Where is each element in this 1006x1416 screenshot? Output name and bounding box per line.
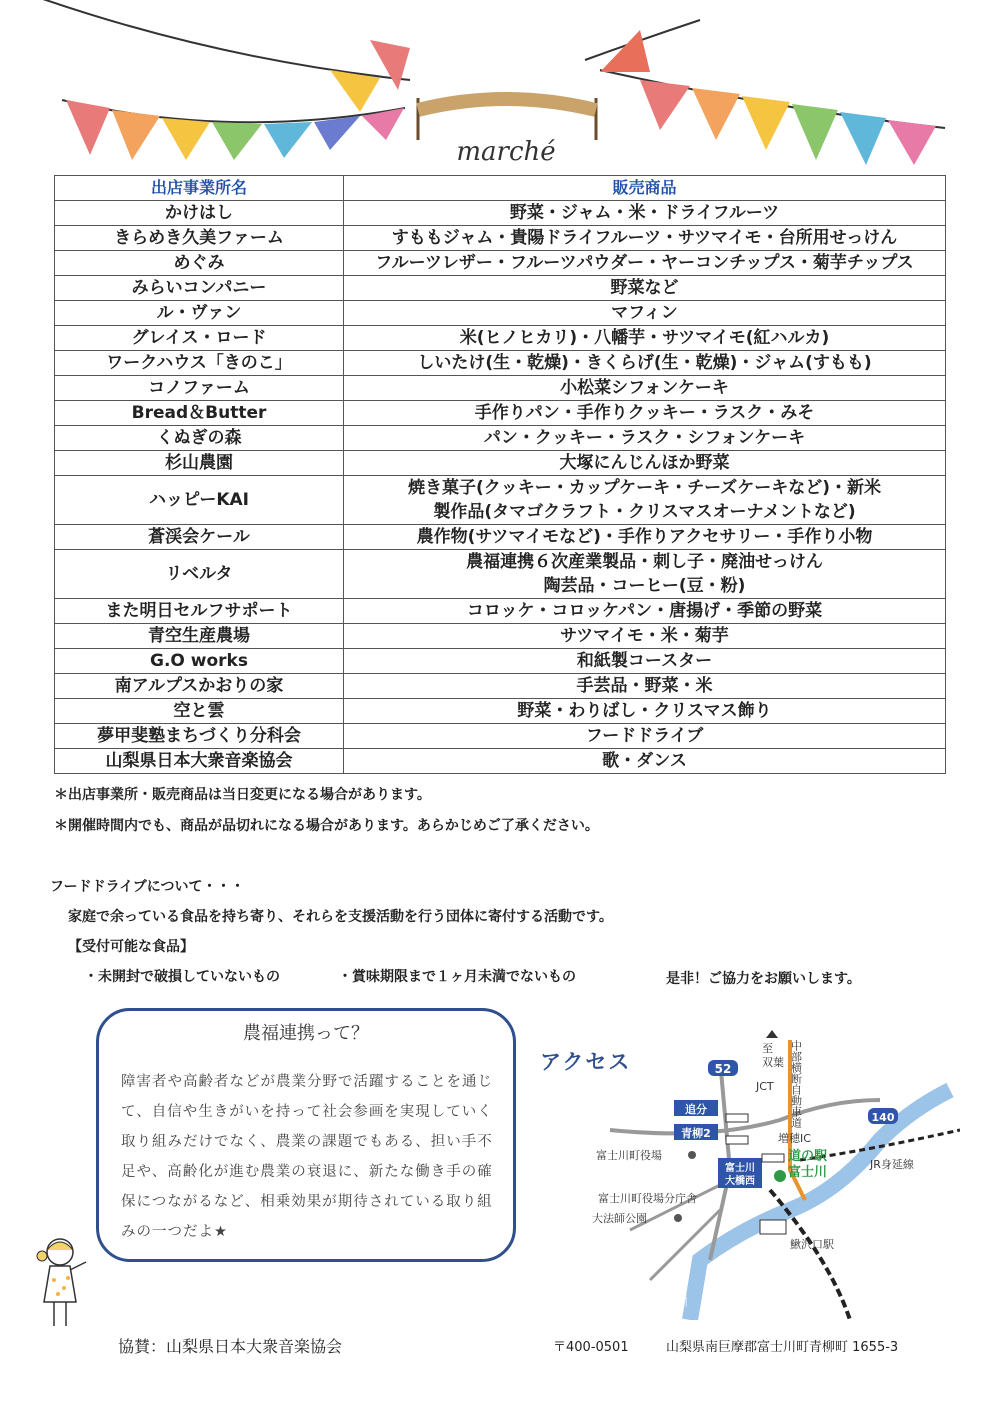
jct-line2: 双葉 [762, 1056, 784, 1069]
table-row [55, 674, 946, 699]
ohashi-nishi-line1: 富士川 [725, 1163, 755, 1174]
access-map [590, 1030, 960, 1320]
table-row [55, 550, 946, 599]
products-cell: 野菜・わりばし・クリスマス飾り [344, 699, 946, 724]
products-cell: 野菜・ジャム・米・ドライフルーツ [344, 201, 946, 226]
jct-line3: JCT [756, 1080, 774, 1093]
food-drive-accepted-label: 【受付可能な食品】 [68, 939, 194, 955]
vendor-name-cell: めぐみ [55, 251, 344, 276]
vendor-name-cell: ワークハウス「きのこ」 [55, 351, 344, 376]
town-office-label: 富士川町役場 [596, 1149, 662, 1162]
food-drive-appeal: 是非！ご協力をお願いします。 [666, 971, 861, 987]
products-cell: 歌・ダンス [344, 749, 946, 774]
products-cell: フードドライブ [344, 724, 946, 749]
products-cell: サツマイモ・米・菊芋 [344, 624, 946, 649]
masuho-ic-label: 増穂IC [778, 1132, 811, 1145]
products-cell: マフィン [344, 301, 946, 326]
table-row [55, 376, 946, 401]
footer-sponsor: 協賛：山梨県日本大衆音楽協会 [118, 1337, 343, 1356]
products-cell: 農福連携６次産業製品・刺し子・廃油せっけん 陶芸品・コーヒー(豆・粉) [344, 550, 946, 599]
food-drive-description: 家庭で余っている食品を持ち寄り、それらを支援活動を行う団体に寄付する活動です。 [68, 909, 613, 925]
vendor-name-cell: コノファーム [55, 376, 344, 401]
header-products: 販売商品 [344, 176, 946, 201]
table-row [55, 451, 946, 476]
products-cell: 小松菜シフォンケーキ [344, 376, 946, 401]
route-52-label: 52 [714, 1062, 732, 1076]
table-row [55, 426, 946, 451]
vendor-table-body [55, 201, 946, 774]
vendor-name-cell: Bread＆Butter [55, 401, 344, 426]
vendor-name-cell: 蒼渓会ケール [55, 525, 344, 550]
agri-welfare-box [96, 1008, 516, 1262]
route-140-label: 140 [871, 1111, 895, 1124]
table-row [55, 599, 946, 624]
vendor-name-cell: くぬぎの森 [55, 426, 344, 451]
vendor-name-cell: みらいコンパニー [55, 276, 344, 301]
header-vendor-name: 出店事業所名 [55, 176, 344, 201]
table-row [55, 476, 946, 525]
jr-line-label: JR身延線 [870, 1158, 914, 1171]
river-label: 富士川 [675, 1274, 689, 1307]
food-drive-item-expiry: ・賞味期限まで１ヶ月未満でないもの [338, 969, 576, 985]
banner-word: marché [456, 137, 556, 167]
table-row [55, 699, 946, 724]
agri-welfare-body: 障害者や高齢者などが農業分野で活躍することを通じて、自信や生きがいを持って社会参画を実現していく取り組みだけでなく、農業の課題でもある、担い手不足や、高齢化が進む農業の衰退に、新たな働き手の確保につながるなど、相乗効果が期待されている取り組みの一つだよ★ [121, 1074, 493, 1240]
girl-illustration [30, 1232, 96, 1332]
ohashi-nishi-line2: 大橋西 [725, 1176, 755, 1187]
products-cell: 米(ヒノヒカリ)・八幡芋・サツマイモ(紅ハルカ) [344, 326, 946, 351]
products-cell: パン・クッキー・ラスク・シフォンケーキ [344, 426, 946, 451]
daishi-park-label: 大法師公園 [592, 1212, 647, 1225]
vendor-name-cell: 青空生産農場 [55, 624, 344, 649]
table-row [55, 649, 946, 674]
vendor-name-cell: 南アルプスかおりの家 [55, 674, 344, 699]
products-cell: 大塚にんじんほか野菜 [344, 451, 946, 476]
products-cell: しいたけ(生・乾燥)・きくらげ(生・乾燥)・ジャム(すもも) [344, 351, 946, 376]
access-title: アクセス [540, 1050, 632, 1074]
products-cell: フルーツレザー・フルーツパウダー・ヤーコンチップス・菊芋チップス [344, 251, 946, 276]
expressway-label: 中部横断自動車道 [789, 1040, 803, 1128]
vendor-name-cell: リベルタ [55, 550, 344, 599]
vendor-name-cell: 杉山農園 [55, 451, 344, 476]
table-row [55, 749, 946, 774]
table-row [55, 226, 946, 251]
products-cell: 和紙製コースター [344, 649, 946, 674]
branch-office-label: 富士川町役場分庁舎 [598, 1192, 697, 1205]
vendor-table [54, 175, 946, 774]
table-row [55, 276, 946, 301]
products-cell: 焼き菓子(クッキー・カップケーキ・チーズケーキなど)・新米 製作品(タマゴクラフト・クリスマスオーナメントなど) [344, 476, 946, 525]
vendor-name-cell: G.O works [55, 649, 344, 674]
products-cell: すももジャム・貴陽ドライフルーツ・サツマイモ・台所用せっけん [344, 226, 946, 251]
vendor-name-cell: きらめき久美ファーム [55, 226, 344, 251]
products-cell: 手作りパン・手作りクッキー・ラスク・みそ [344, 401, 946, 426]
michinoeki-line1: 道の駅 [788, 1149, 828, 1164]
jct-line1: 至 [762, 1042, 773, 1055]
vendor-name-cell: ル・ヴァン [55, 301, 344, 326]
food-drive-item-unopened: ・未開封で破損していないもの [84, 969, 280, 985]
vendor-name-cell: また明日セルフサポート [55, 599, 344, 624]
vendor-name-cell: 山梨県日本大衆音楽協会 [55, 749, 344, 774]
table-row [55, 326, 946, 351]
table-row [55, 624, 946, 649]
table-row [55, 201, 946, 226]
vendor-name-cell: グレイス・ロード [55, 326, 344, 351]
footer-address: 山梨県南巨摩郡富士川町青柳町 1655-3 [666, 1340, 899, 1355]
products-cell: 農作物(サツマイモなど)・手作りアクセサリー・手作り小物 [344, 525, 946, 550]
products-cell: 手芸品・野菜・米 [344, 674, 946, 699]
michinoeki-line2: 富士川 [788, 1165, 828, 1180]
table-row [55, 724, 946, 749]
table-header-row [55, 176, 946, 201]
vendor-name-cell: かけはし [55, 201, 344, 226]
vendor-name-cell: 空と雲 [55, 699, 344, 724]
table-row [55, 401, 946, 426]
vendor-name-cell: ハッピーKAI [55, 476, 344, 525]
products-cell: 野菜など [344, 276, 946, 301]
products-cell: コロッケ・コロッケパン・唐揚げ・季節の野菜 [344, 599, 946, 624]
bunting-banner [0, 0, 1006, 175]
oiwake-label: 追分 [685, 1103, 707, 1116]
table-row [55, 525, 946, 550]
aoyagi2-label: 青柳2 [681, 1127, 711, 1140]
table-row [55, 251, 946, 276]
note-change: ＊出店事業所・販売商品は当日変更になる場合があります。 [54, 787, 431, 803]
agri-welfare-title: 農福連携って？ [243, 1023, 369, 1044]
note-soldout: ＊開催時間内でも、商品が品切れになる場合があります。あらかじめご了承ください。 [54, 818, 599, 834]
vendor-name-cell: 夢甲斐塾まちづくり分科会 [55, 724, 344, 749]
table-row [55, 301, 946, 326]
table-row [55, 351, 946, 376]
kajikazawa-label: 鰍沢口駅 [790, 1238, 834, 1251]
food-drive-heading: フードドライブについて・・・ [50, 879, 245, 895]
footer-zip: 〒400-0501 [553, 1340, 629, 1355]
